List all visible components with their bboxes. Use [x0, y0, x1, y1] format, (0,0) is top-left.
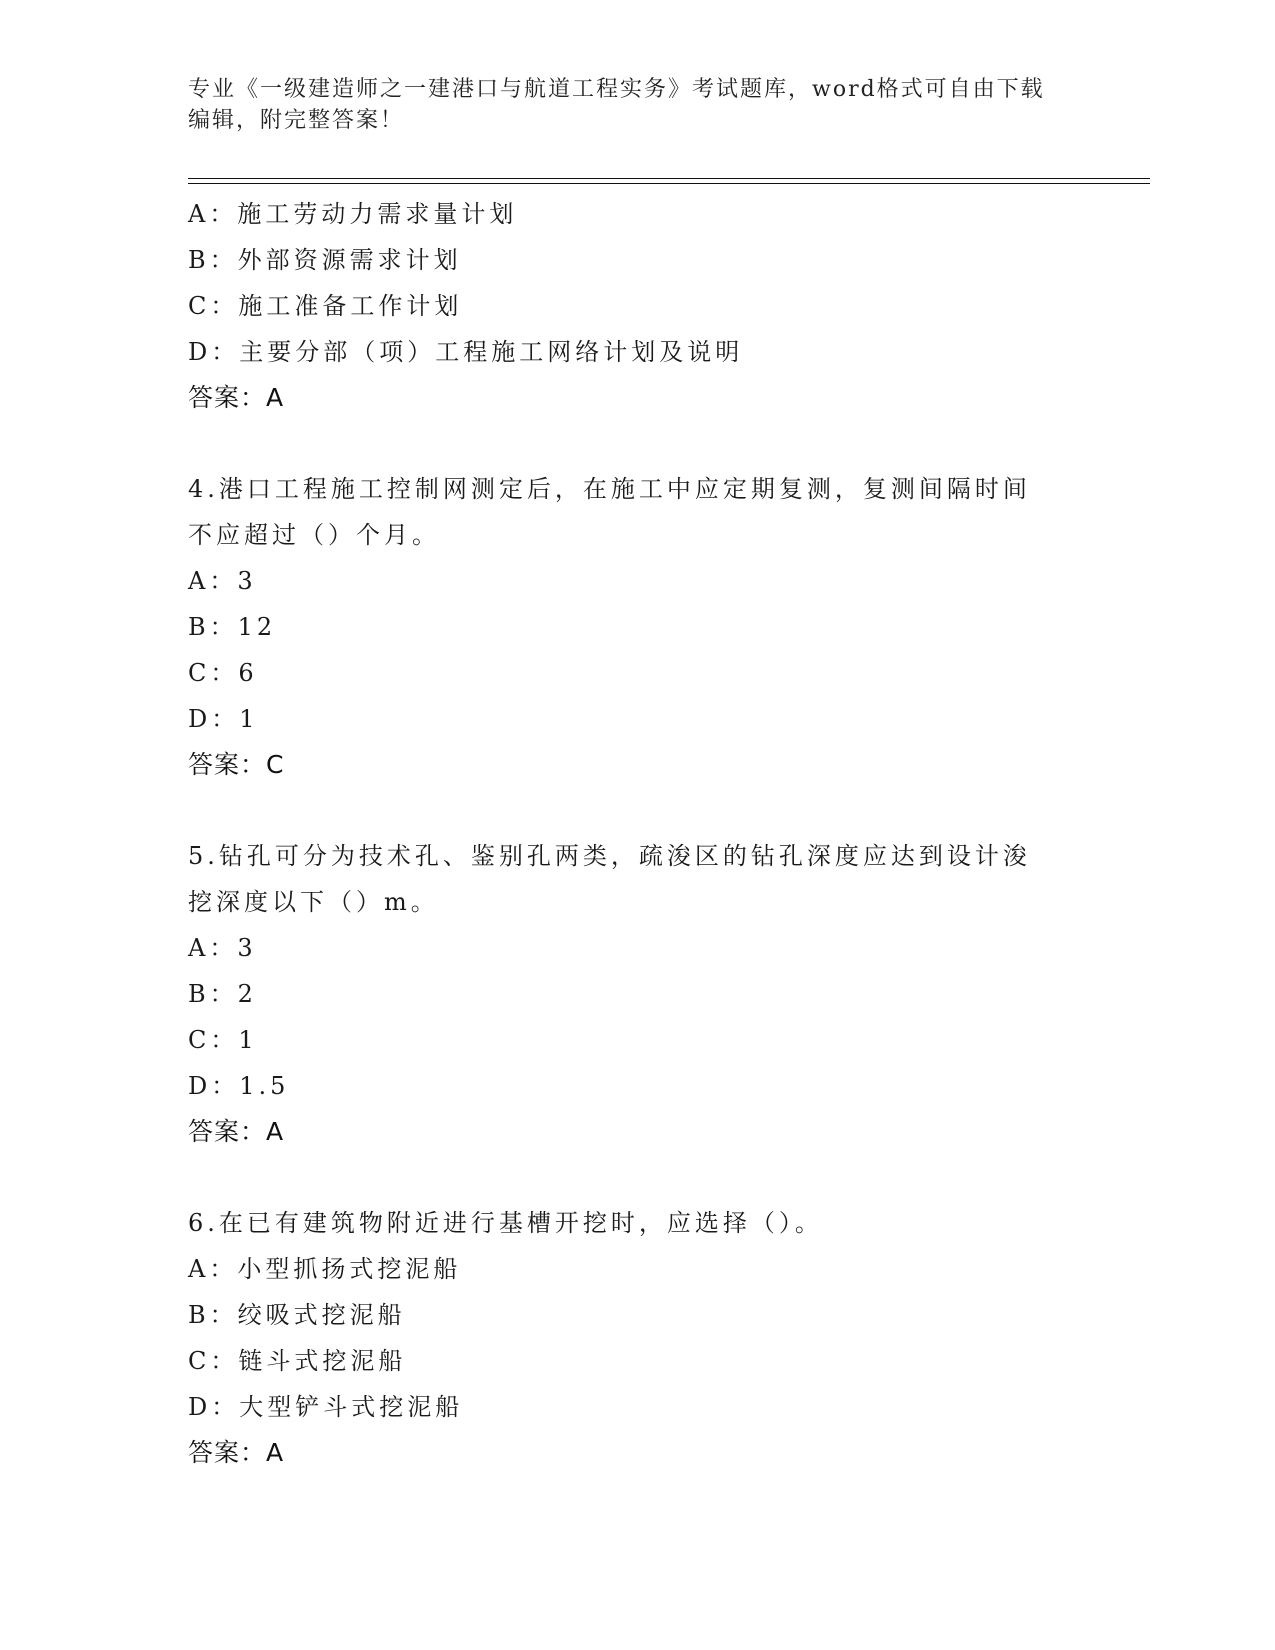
option-b: B：绞吸式挖泥船 — [188, 1301, 406, 1329]
option-a: A：3 — [188, 567, 257, 595]
answer: 答案：A — [188, 383, 285, 412]
option-b: B：12 — [188, 613, 277, 641]
question-5 — [188, 833, 1148, 1155]
spacer — [188, 788, 1148, 833]
document-header — [188, 74, 1068, 136]
question-stem-line-1: 5.钻孔可分为技术孔、鉴别孔两类，疏浚区的钻孔深度应达到设计浚 — [188, 842, 1031, 870]
question-6 — [188, 1200, 1148, 1476]
question-stem-line-2: 不应超过（）个月。 — [188, 521, 440, 549]
question-stem-line-2: 挖深度以下（）m。 — [188, 888, 439, 916]
option-a: A：施工劳动力需求量计划 — [188, 200, 518, 228]
answer: 答案：C — [188, 750, 285, 779]
question-4 — [188, 466, 1148, 788]
spacer — [188, 1155, 1148, 1200]
header-divider-bottom — [188, 183, 1150, 184]
question-3 — [188, 191, 1148, 421]
option-c: C：1 — [188, 1026, 258, 1054]
option-c: C：6 — [188, 659, 258, 687]
option-b: B：2 — [188, 980, 257, 1008]
option-c: C：施工准备工作计划 — [188, 292, 463, 320]
header-divider-top — [188, 178, 1150, 179]
question-stem-line-1: 6.在已有建筑物附近进行基槽开挖时，应选择（）。 — [188, 1209, 823, 1237]
question-list — [188, 191, 1148, 1476]
question-stem-line-1: 4.港口工程施工控制网测定后，在施工中应定期复测，复测间隔时间 — [188, 475, 1031, 503]
answer: 答案：A — [188, 1438, 285, 1467]
option-d: D：大型铲斗式挖泥船 — [188, 1393, 464, 1421]
option-a: A：小型抓扬式挖泥船 — [188, 1255, 462, 1283]
option-d: D：1 — [188, 705, 259, 733]
option-d: D：主要分部（项）工程施工网络计划及说明 — [188, 338, 744, 366]
header-line-1: 专业《一级建造师之一建港口与航道工程实务》考试题库，word格式可自由下载 — [188, 77, 1045, 102]
option-d: D：1.5 — [188, 1072, 290, 1100]
answer: 答案：A — [188, 1117, 285, 1146]
option-b: B：外部资源需求计划 — [188, 246, 462, 274]
option-a: A：3 — [188, 934, 257, 962]
option-c: C：链斗式挖泥船 — [188, 1347, 407, 1375]
spacer — [188, 421, 1148, 466]
header-line-2: 编辑，附完整答案！ — [188, 108, 405, 133]
